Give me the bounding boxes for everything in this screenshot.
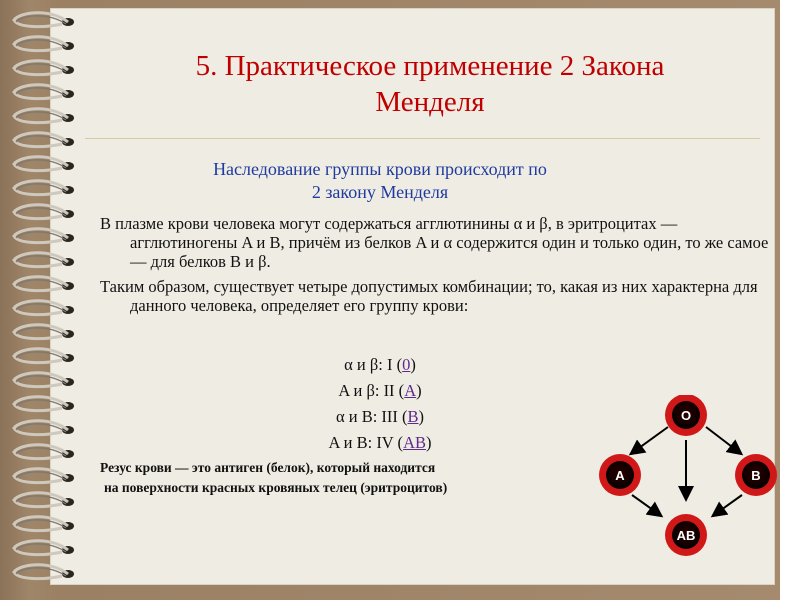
arrow-o-to-a	[632, 427, 668, 453]
arrow-a-to-ab	[632, 495, 660, 515]
combination-row: A и β: II (A)	[338, 381, 422, 400]
title-line-2: Менделя	[375, 86, 485, 118]
arrow-b-to-ab	[714, 495, 742, 515]
rhesus-line-2: на поверхности красных кровяных телец (эритроцитов)	[104, 480, 448, 495]
combination-row: A и B: IV (AB)	[328, 433, 432, 452]
spiral-binding-icon	[0, 0, 100, 600]
body-text	[100, 214, 770, 321]
group-link-a[interactable]: A	[404, 381, 417, 400]
subtitle-line-1: Наследование группы крови происходит по	[213, 159, 547, 179]
subtitle	[120, 158, 640, 204]
paragraph-agglutinins: В плазме крови человека могут содержаться агглютинины α и β, в эритроцитах —агглютиногены A и B, причём из белков A и α содержится один и только один, то же самое — для белков B и β.	[100, 214, 769, 271]
rhesus-line-1: Резус крови — это антиген (белок), который находится	[100, 460, 436, 475]
combination-row: α и B: III (B)	[335, 407, 425, 426]
blood-group-list	[300, 352, 460, 456]
group-link-ab[interactable]: AB	[403, 433, 426, 452]
combination-row: α и β: I (0)	[344, 355, 416, 374]
svg-text:B: B	[751, 468, 761, 483]
node-ab	[665, 514, 707, 556]
svg-text:O: O	[680, 408, 692, 423]
blood-group-diagram	[590, 395, 790, 565]
svg-text:A: A	[615, 468, 625, 483]
svg-text:AB: AB	[676, 528, 696, 543]
group-link-b[interactable]: B	[407, 407, 419, 426]
arrow-o-to-b	[706, 427, 740, 453]
subtitle-line-2: 2 закону Менделя	[311, 182, 449, 202]
paragraph-combinations: Таким образом, существует четыре допустимых комбинации; то, какая из них характерна для данного человека, определяет его группу крови:	[100, 277, 758, 315]
title-divider	[85, 138, 760, 139]
node-o	[665, 395, 707, 436]
node-a	[599, 454, 641, 496]
node-b	[735, 454, 777, 496]
page-title	[90, 48, 770, 120]
group-link-0[interactable]: 0	[402, 355, 411, 374]
rhesus-note	[100, 458, 620, 498]
title-line-1: 5. Практическое применение 2 Закона	[195, 50, 665, 82]
